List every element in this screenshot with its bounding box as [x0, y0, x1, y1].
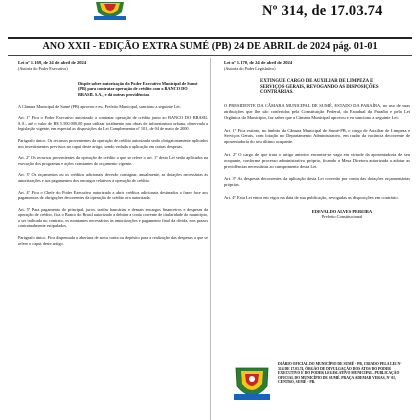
law-summary: Dispõe sobre autorização do Poder Executivo Municipal de Sumé (PB) para contratar operação de crédito com o BANCO DO BRASIL S.A., e dá outras providências — [78, 80, 198, 97]
law-paragraph: O PRESIDENTE DA CÂMARA MUNICIPAL DE SUMÉ, ESTADO DA PARAÍBA, no uso de suas atribuições que lhe são conferidas pela Constituição Federal, da Estadual da Paraíba e pela Lei Orgânica do Município, faz saber que a Câmara Municipal aprovou e eu sanciono a seguinte Lei: — [224, 103, 410, 120]
law-paragraph: Art. 3º As despesas decorrentes da aplicação desta Lei correrão por conta das dotações orçamentárias próprias. — [224, 176, 410, 188]
law-paragraph: Art. 1º Fica o Poder Executivo autorizado a contratar operação de crédito junto ao BANCO DO BRASIL S.A., até o valor de R$ 5.500.000,00 para utilizar totalmente nas obras de infraestrutura urbana, observada a legislação vigente, em especial as disposições da Lei Complementar nº 101, de 04 de maio de 2000. — [18, 115, 208, 132]
law-authorship: (Autoria do Poder Executivo) — [18, 65, 68, 71]
law-paragraph: Art. 3º Os orçamentos ou os créditos adicionais deverão consignar, anualmente, as dotações necessárias às amortizações e aos pagamentos dos encargos relativos à operação de crédito. — [18, 172, 208, 183]
law-heading: Lei nº 1.169, de 24 de abril de 2024 — [18, 60, 87, 65]
header — [0, 0, 420, 42]
header-rule — [8, 37, 412, 39]
law-authorship: (Autoria do Poder Legislativo) — [224, 65, 276, 71]
signatory-name: EDEVALDO ALVES PEREIRA — [311, 208, 373, 214]
footer-box — [224, 360, 410, 416]
law-paragraph: Parágrafo único. Fica dispensada a abertura de nova conta ou depósito para a realização das despesas a que se refere o caput deste artigo. — [18, 235, 208, 246]
law-heading: Lei nº 1.170, de 24 de abril de 2024 — [224, 60, 293, 65]
edition-line: ANO XXII - EDIÇÃO EXTRA SUMÉ (PB) 24 DE ABRIL de 2024 pág. 01-01 — [42, 41, 378, 52]
signature-block — [282, 209, 402, 220]
left-column — [18, 60, 208, 246]
law-paragraph: Art. 4º Fica o Chefe do Poder Executivo autorizado a abrir créditos adicionais destinados a fazer face aos pagamentos de obrigações decorrentes da operação de crédito ora autorizada. — [18, 189, 208, 201]
law-paragraph: Art. 1º Fica extinto, no âmbito da Câmara Municipal de Sumé-PB, o cargo de Auxiliar de Limpeza e Serviços Gerais, com lotação no Departamento Administrativo, em razão da vacância decorrente de aposentadoria do seu último ocupante. — [224, 127, 410, 145]
municipal-seal-icon — [232, 364, 272, 404]
law-paragraph: A Câmara Municipal de Sumé (PB) aprovou e eu, Prefeito Municipal, sanciono a seguinte Lei: — [18, 103, 181, 109]
law-paragraph: Art. 4º Esta Lei entra em vigor na data de sua publicação, revogadas as disposições em contrário. — [224, 194, 399, 200]
law-paragraph: Art. 2º O cargo de que trata o artigo anterior encontra-se vago em virtude da aposentadoria de seu ocupante, conforme processo administrativo próprio, ficando a Mesa Diretora autorizada a adotar as providências necessárias ao cumprimento desta Lei. — [224, 151, 410, 169]
law-paragraph: Art. 2º Os recursos provenientes da operação de crédito a que se refere o art. 1º desta Lei serão aplicados na execução dos programas e ações constantes do orçamento vigente. — [18, 155, 208, 166]
law-summary: EXTINGUE CARGO DE AUXILIAR DE LIMPEZA E SERVIÇOS GERAIS, REVOGANDO AS DISPOSIÇÕES CONTRÁRIAS. — [260, 78, 379, 96]
footer-text: DIÁRIO OFICIAL DO MUNICÍPIO DE SUMÉ - PB, CRIADO PELA LEI Nº 314 DE 17.03.74, ÓRGÃO DE DIVULGAÇÃO DOS ATOS DO PODER EXECUTIVO E DO PODER LEGISLATIVO MUNICIPAL. PUBLICAÇÃO OFICIAL DO MUNICÍPIO DE SUMÉ. PRAÇA ADEMAR VERAS, Nº 01, CENTRO, SUMÉ - PB. — [278, 362, 402, 385]
right-column — [224, 60, 410, 220]
law-paragraph: Art. 5º Para pagamento do principal, juros, tarifas bancárias e demais encargos financeiros e despesas da operação de crédito, fica o Banco do Brasil autorizado a debitar a conta corrente de titularidade do município, a ser indicada no contrato, os montantes necessários às amortizações e pagamento final da dívida, nos prazos contratualmente estipulados. — [18, 206, 208, 229]
municipal-emblem-icon — [92, 0, 128, 22]
law-paragraph: Parágrafo único. Os recursos provenientes da operação de crédito autorizada serão obrigatoriamente aplicados nos investimentos previstos no caput deste artigo, sendo vedada a aplicação em outras despesas. — [18, 137, 208, 149]
edition-rule — [8, 55, 412, 56]
column-divider — [210, 58, 211, 420]
signatory-role: Prefeito Constitucional — [321, 214, 363, 220]
creation-law-reference: Nº 314, de 17.03.74 — [262, 3, 383, 19]
